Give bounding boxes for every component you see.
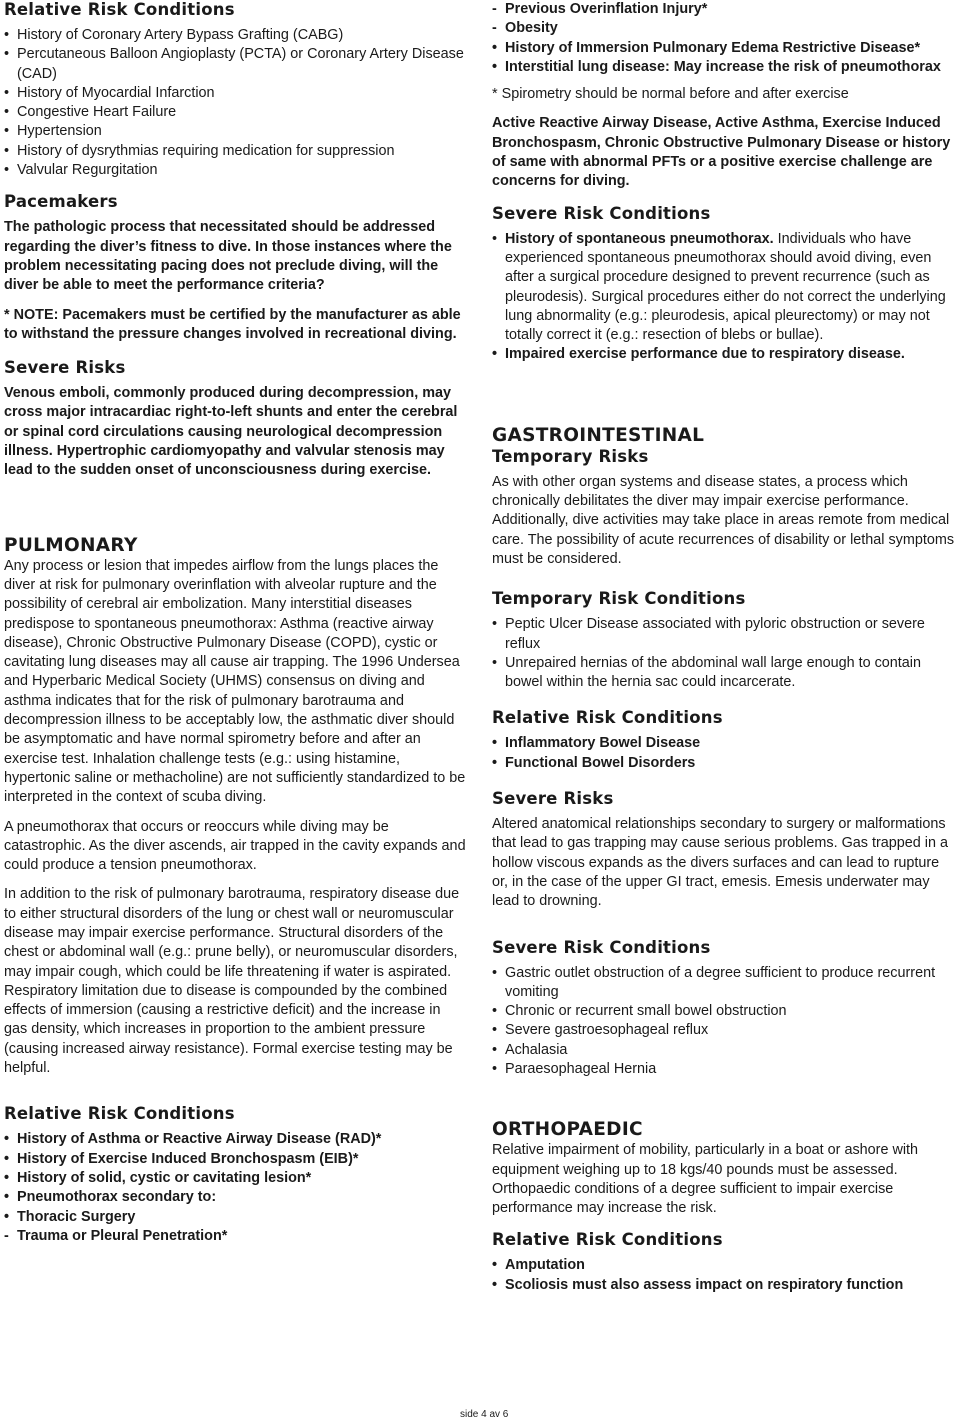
gi-temporary-heading: Temporary Risks: [492, 446, 649, 466]
list-item: • Pneumothorax secondary to:: [4, 1189, 217, 1206]
list-item: • Amputation: [492, 1257, 585, 1274]
list-item: • Hypertension: [4, 123, 102, 140]
list-item: • Valvular Regurgitation: [4, 162, 158, 179]
list-item: - Trauma or Pleural Penetration*: [4, 1227, 228, 1244]
list-item: • History of Exercise Induced Bronchospasm (EIB)*: [4, 1150, 359, 1167]
gi-temp-conditions-list: [492, 615, 958, 692]
gi-relative-list: [492, 734, 958, 773]
list-item: • History of dysrythmias requiring medication for suppression: [4, 142, 395, 159]
list-item: • Thoracic Surgery: [4, 1208, 136, 1225]
gi-severe-conditions-heading: Severe Risk Conditions: [492, 937, 711, 957]
gi-relative-heading: Relative Risk Conditions: [492, 708, 723, 728]
pulmonary-paragraph-2: A pneumothorax that occurs or reoccurs while diving may be catastrophic. As the diver ascends, air trapped in the cavity expands and could produce a tension pneumothorax.: [4, 818, 466, 874]
gi-severe-conditions-list: [492, 964, 958, 1080]
gi-severe-heading: Severe Risks: [492, 789, 614, 809]
list-item: • Percutaneous Balloon Angioplasty (PCTA) or Coronary Artery Disease (CAD): [4, 46, 464, 82]
pulmonary-severe-heading: Severe Risk Conditions: [492, 203, 711, 223]
list-item: • Impaired exercise performance due to respiratory disease.: [492, 346, 905, 363]
list-item: • History of Immersion Pulmonary Edema Restrictive Disease*: [492, 39, 921, 56]
list-item: • Gastric outlet obstruction of a degree sufficient to produce recurrent vomiting: [492, 964, 936, 1000]
cardiac-relative-list: [4, 26, 466, 180]
list-item: • Achalasia: [492, 1041, 568, 1058]
list-item: • Scoliosis must also assess impact on respiratory function: [492, 1276, 904, 1293]
list-item: • Unrepaired hernias of the abdominal wall large enough to contain bowel within the hernia sac could incarcerate.: [492, 654, 922, 691]
list-item: • Inflammatory Bowel Disease: [492, 735, 701, 752]
ortho-relative-list: [492, 1256, 958, 1295]
list-item: • History of Myocardial Infarction: [4, 84, 215, 101]
list-item: • Paraesophageal Hernia: [492, 1060, 657, 1077]
list-item: - Obesity: [492, 20, 558, 37]
list-item: • Interstitial lung disease: May increase the risk of pneumothorax: [492, 58, 941, 75]
list-item: • Peptic Ulcer Disease associated with pyloric obstruction or severe reflux: [492, 616, 925, 652]
list-item: • Chronic or recurrent small bowel obstruction: [492, 1003, 787, 1020]
gastrointestinal-heading: GASTROINTESTINAL: [492, 424, 705, 446]
gi-severe-text: Altered anatomical relationships secondary to surgery or malformations that lead to gas trapping may cause serious problems. Gas trapped in a hollow viscous expands as the divers surfaces and can lead to rupture or, in the case of the upper GI tract, emesis. Emesis underwater may lead to drowning.: [492, 816, 948, 910]
pulmonary-heading: PULMONARY: [4, 534, 138, 556]
orthopaedic-text: Relative impairment of mobility, particularly in a boat or ashore with equipment weighing up to 18 kgs/40 pounds must be assessed. Orthopaedic conditions of a degree sufficient to impair exercise performance may increase the risk.: [492, 1142, 919, 1217]
left-column: [4, 0, 466, 1246]
list-item: • History of Asthma or Reactive Airway Disease (RAD)*: [4, 1131, 382, 1148]
list-item: • Congestive Heart Failure: [4, 104, 177, 121]
list-item: • History of spontaneous pneumothorax. Individuals who have experienced spontaneous pneumothorax should avoid diving, even after a surgical procedure designed to prevent recurrence (such as pleurodesis). Surgical procedures either do not correct the underlying lung abnormality (e.g.: pleurodesis, apical pleurectomy) or may not totally correct it (e.g.: resection of blebs or bullae).: [492, 230, 946, 344]
list-item: • History of solid, cystic or cavitating lesion*: [4, 1169, 312, 1186]
spirometry-note: * Spirometry should be normal before and after exercise: [492, 86, 849, 103]
orthopaedic-heading: ORTHOPAEDIC: [492, 1119, 643, 1141]
cardiac-severe-heading: Severe Risks: [4, 358, 126, 378]
pulmonary-severe-list: [492, 230, 958, 365]
list-item: • Functional Bowel Disorders: [492, 754, 696, 771]
pacemakers-heading: Pacemakers: [4, 192, 118, 212]
pacemakers-note: * NOTE: Pacemakers must be certified by the manufacturer as able to withstand the pressure changes involved in recreational diving.: [4, 306, 461, 342]
pacemakers-text: The pathologic process that necessitated should be addressed regarding the diver’s fitness to dive. In those instances where the problem necessitating pacing does not preclude diving, will the diver be able to meet the performance criteria?: [4, 219, 452, 294]
list-item: • Severe gastroesophageal reflux: [492, 1022, 709, 1039]
ortho-relative-heading: Relative Risk Conditions: [492, 1230, 723, 1250]
pulmonary-paragraph-1: Any process or lesion that impedes airflow from the lungs places the diver at risk for pulmonary overinflation with alveolar rupture and the possibility of cerebral air embolization. Many interstitial diseases predispose to spontaneous pneumothorax: Asthma (reactive airway disease), Chronic Obstructive Pulmonary Disease (COPD), cystic or cavitating lung diseases may all cause air trapping. The 1996 Undersea and Hyperbaric Medical Society (UHMS) consensus on diving and asthma indicates that for the risk of pulmonary barotrauma and decompression illness to be acceptably low, the asthmatic diver should be asymptomatic and have normal spirometry before and after an exercise test. Inhalation challenge tests (e.g.: using histamine, hypertonic saline or methacholine) are not sufficiently standardized to be interpreted in the context of scuba diving.: [4, 557, 466, 806]
pulmonary-relative-heading: Relative Risk Conditions: [4, 1104, 235, 1124]
pulmonary-paragraph-3: In addition to the risk of pulmonary barotrauma, respiratory disease due to either structural disorders of the lung or chest wall or neuromuscular disease may impair exercise performance. Structural disorders of the chest or abdominal wall (e.g.: prune belly), or neuromuscular disorders, may impair cough, which could be life threatening if water is aspirated. Respiratory limitation due to disease is compounded by the combined effects of immersion (causing a restrictive deficit) and the increase in gas density, which increases in proportion to the ambient pressure (causing increased airway resistance). Formal exercise testing may be helpful.: [4, 886, 460, 1077]
page-number: side 4 av 6: [460, 1409, 509, 1420]
list-item: - Previous Overinflation Injury*: [492, 1, 708, 17]
pulmonary-continued-list: [492, 0, 958, 77]
gi-temporary-text: As with other organ systems and disease states, a process which chronically debilitates the diver may impair exercise performance. Additionally, dive activities may take place in areas remote from medical care. The possibility of acute recurrences of disability or lethal symptoms must be considered.: [492, 473, 955, 567]
cardiac-severe-text: Venous emboli, commonly produced during decompression, may cross major intracardiac right-to-left shunts and enter the cerebral or spinal cord circulations causing neurological decompression illness. Hypertrophic cardiomyopathy and valvular stenosis may lead to the sudden onset of unconsciousness during exercise.: [4, 385, 458, 479]
active-reactive-text: Active Reactive Airway Disease, Active Asthma, Exercise Induced Bronchospasm, Chronic Obstructive Pulmonary Disease or history of same with abnormal PFTs or a positive exercise challenge are concerns for diving.: [492, 115, 951, 190]
right-column: [492, 0, 958, 1295]
list-item: • History of Coronary Artery Bypass Grafting (CABG): [4, 27, 344, 43]
pulmonary-relative-list: [4, 1130, 466, 1246]
cardiac-relative-heading: Relative Risk Conditions: [4, 0, 235, 19]
gi-temp-conditions-heading: Temporary Risk Conditions: [492, 589, 746, 609]
